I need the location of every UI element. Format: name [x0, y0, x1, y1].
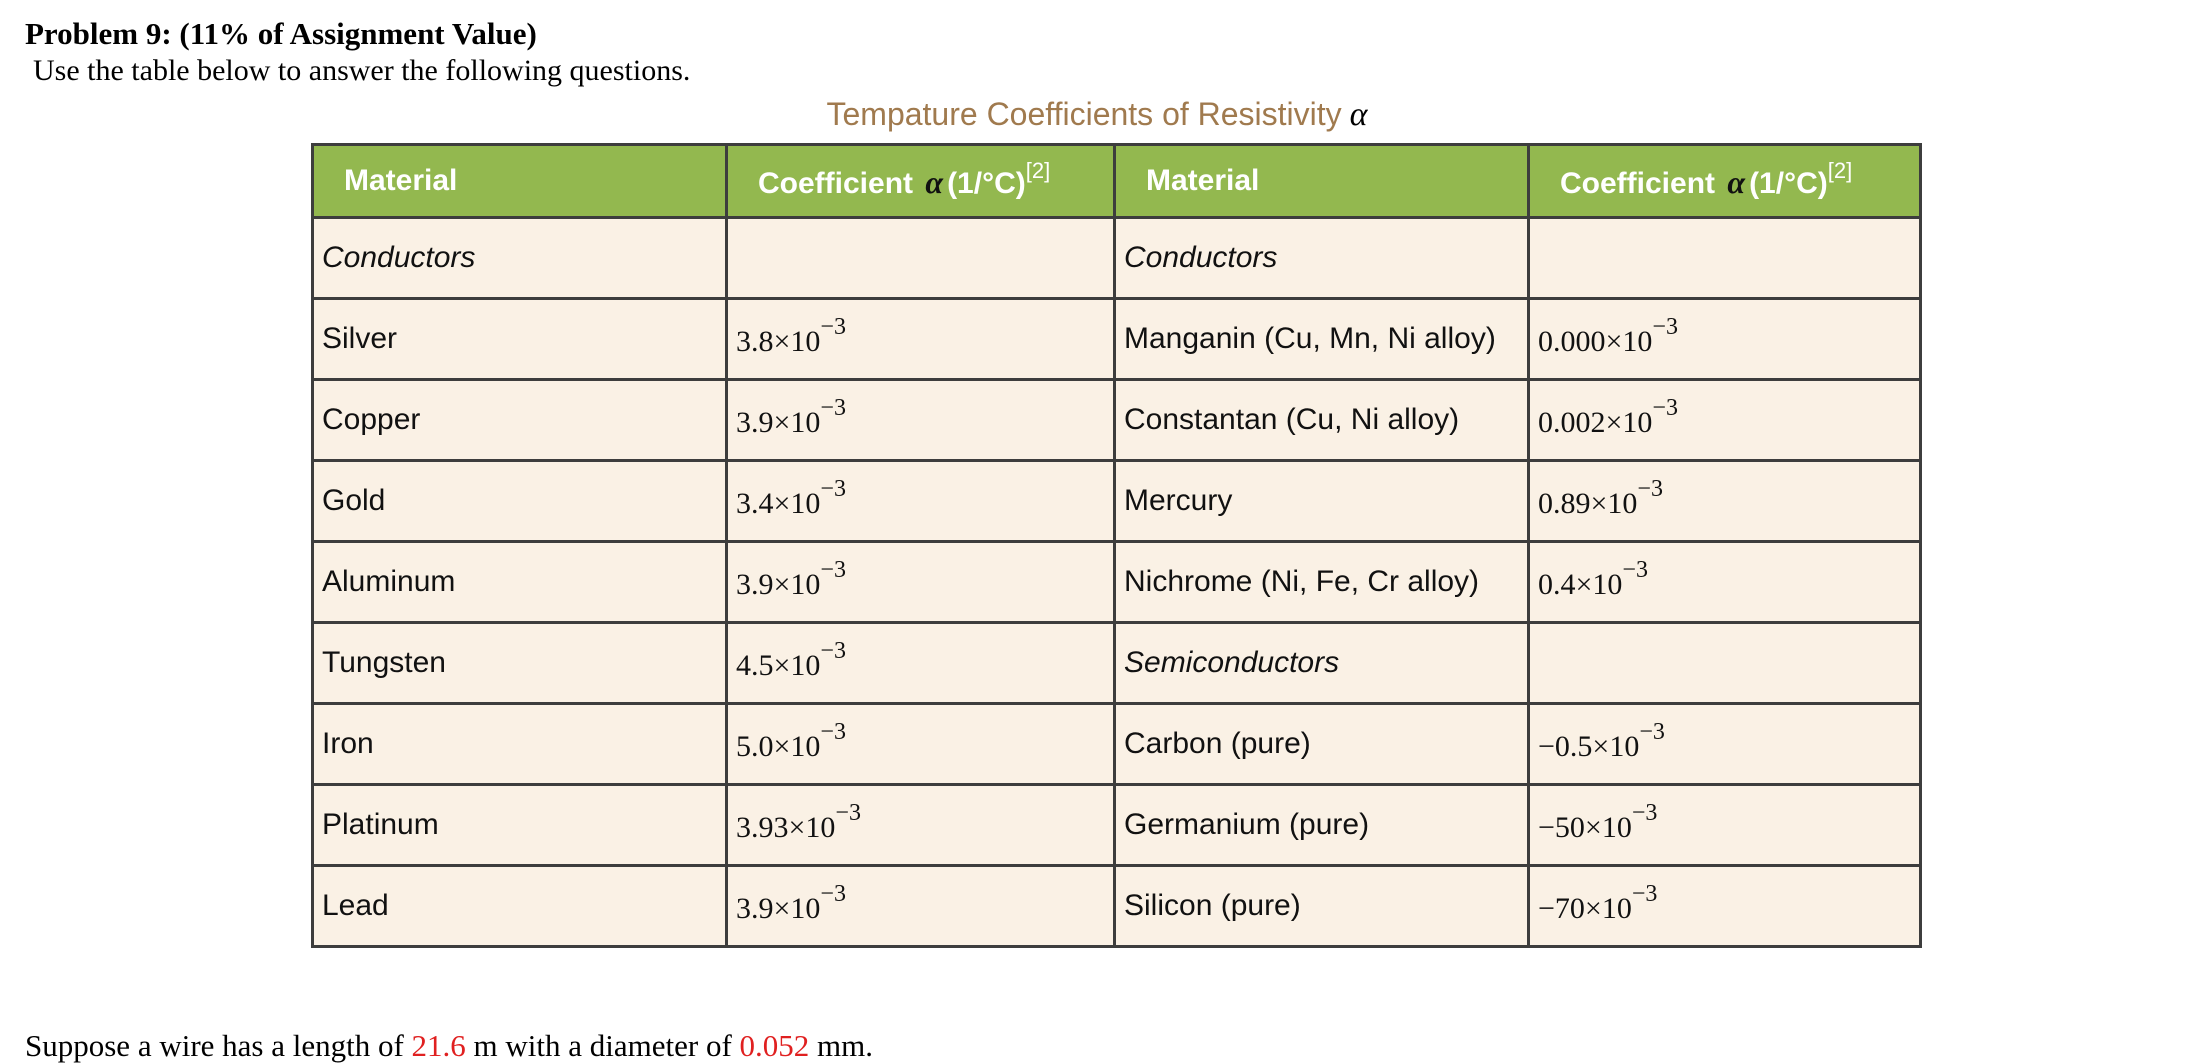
coefficient-cell: $5.0\times 10^{-3}$ [727, 704, 1115, 785]
coefficient-cell [1529, 623, 1921, 704]
material-cell: Manganin (Cu, Mn, Ni alloy) [1115, 299, 1529, 380]
material-cell: Nichrome (Ni, Fe, Cr alloy) [1115, 542, 1529, 623]
question-text: Suppose a wire has a length of 21.6 m with a diameter of 0.052 mm. [25, 1028, 874, 1063]
header-material-2: Material [1115, 145, 1529, 218]
coefficient-cell: $-70\times 10^{-3}$ [1529, 866, 1921, 947]
reference-mark[interactable]: [2] [1025, 157, 1051, 183]
table-header-row [313, 145, 1921, 218]
table-row [313, 542, 1921, 623]
table-caption-text: Tempature Coefficients of Resistivity [826, 96, 1342, 132]
material-cell: Carbon (pure) [1115, 704, 1529, 785]
material-cell: Copper [313, 380, 727, 461]
category-cell: Conductors [1115, 218, 1529, 299]
coefficient-cell: $3.9\times 10^{-3}$ [727, 380, 1115, 461]
material-cell: Germanium (pure) [1115, 785, 1529, 866]
header-coefficient-1: Coefficient α (1/°C)[2] [727, 145, 1115, 218]
coefficient-cell: $-50\times 10^{-3}$ [1529, 785, 1921, 866]
coefficient-cell: $0.4\times 10^{-3}$ [1529, 542, 1921, 623]
table-row [313, 623, 1921, 704]
table-row [313, 299, 1921, 380]
material-cell: Silver [313, 299, 727, 380]
table-row [313, 461, 1921, 542]
diameter-value: 0.052 [739, 1028, 810, 1063]
material-cell: Gold [313, 461, 727, 542]
material-cell: Mercury [1115, 461, 1529, 542]
table-row [313, 866, 1921, 947]
material-cell: Constantan (Cu, Ni alloy) [1115, 380, 1529, 461]
table-caption [0, 96, 2194, 134]
category-cell: Conductors [313, 218, 727, 299]
reference-mark[interactable]: [2] [1827, 157, 1853, 183]
alpha-symbol: α [1349, 96, 1368, 133]
coefficient-cell: $3.9\times 10^{-3}$ [727, 866, 1115, 947]
table-row [313, 704, 1921, 785]
coefficient-cell [1529, 218, 1921, 299]
alpha-symbol: α [925, 163, 944, 200]
material-cell: Platinum [313, 785, 727, 866]
problem-heading: Problem 9: (11% of Assignment Value) [25, 16, 537, 51]
material-cell: Tungsten [313, 623, 727, 704]
coefficient-cell: $0.002\times 10^{-3}$ [1529, 380, 1921, 461]
coefficient-cell: $3.8\times 10^{-3}$ [727, 299, 1115, 380]
instruction-text: Use the table below to answer the following questions. [33, 54, 691, 87]
material-cell: Silicon (pure) [1115, 866, 1529, 947]
alpha-symbol: α [1727, 163, 1746, 200]
material-cell: Aluminum [313, 542, 727, 623]
table-row [313, 218, 1921, 299]
header-coefficient-2: Coefficient α (1/°C)[2] [1529, 145, 1921, 218]
table-row [313, 785, 1921, 866]
coefficient-cell: $3.9\times 10^{-3}$ [727, 542, 1115, 623]
resistivity-table [311, 143, 1922, 948]
table-row [313, 380, 1921, 461]
header-material-1: Material [313, 145, 727, 218]
coefficient-cell: $-0.5\times 10^{-3}$ [1529, 704, 1921, 785]
coefficient-cell: $0.000\times 10^{-3}$ [1529, 299, 1921, 380]
material-cell: Lead [313, 866, 727, 947]
coefficient-cell: $0.89\times 10^{-3}$ [1529, 461, 1921, 542]
coefficient-cell: $4.5\times 10^{-3}$ [727, 623, 1115, 704]
coefficient-cell: $3.4\times 10^{-3}$ [727, 461, 1115, 542]
coefficient-cell: $3.93\times 10^{-3}$ [727, 785, 1115, 866]
material-cell: Iron [313, 704, 727, 785]
category-cell: Semiconductors [1115, 623, 1529, 704]
coefficient-cell [727, 218, 1115, 299]
length-value: 21.6 [411, 1028, 466, 1063]
